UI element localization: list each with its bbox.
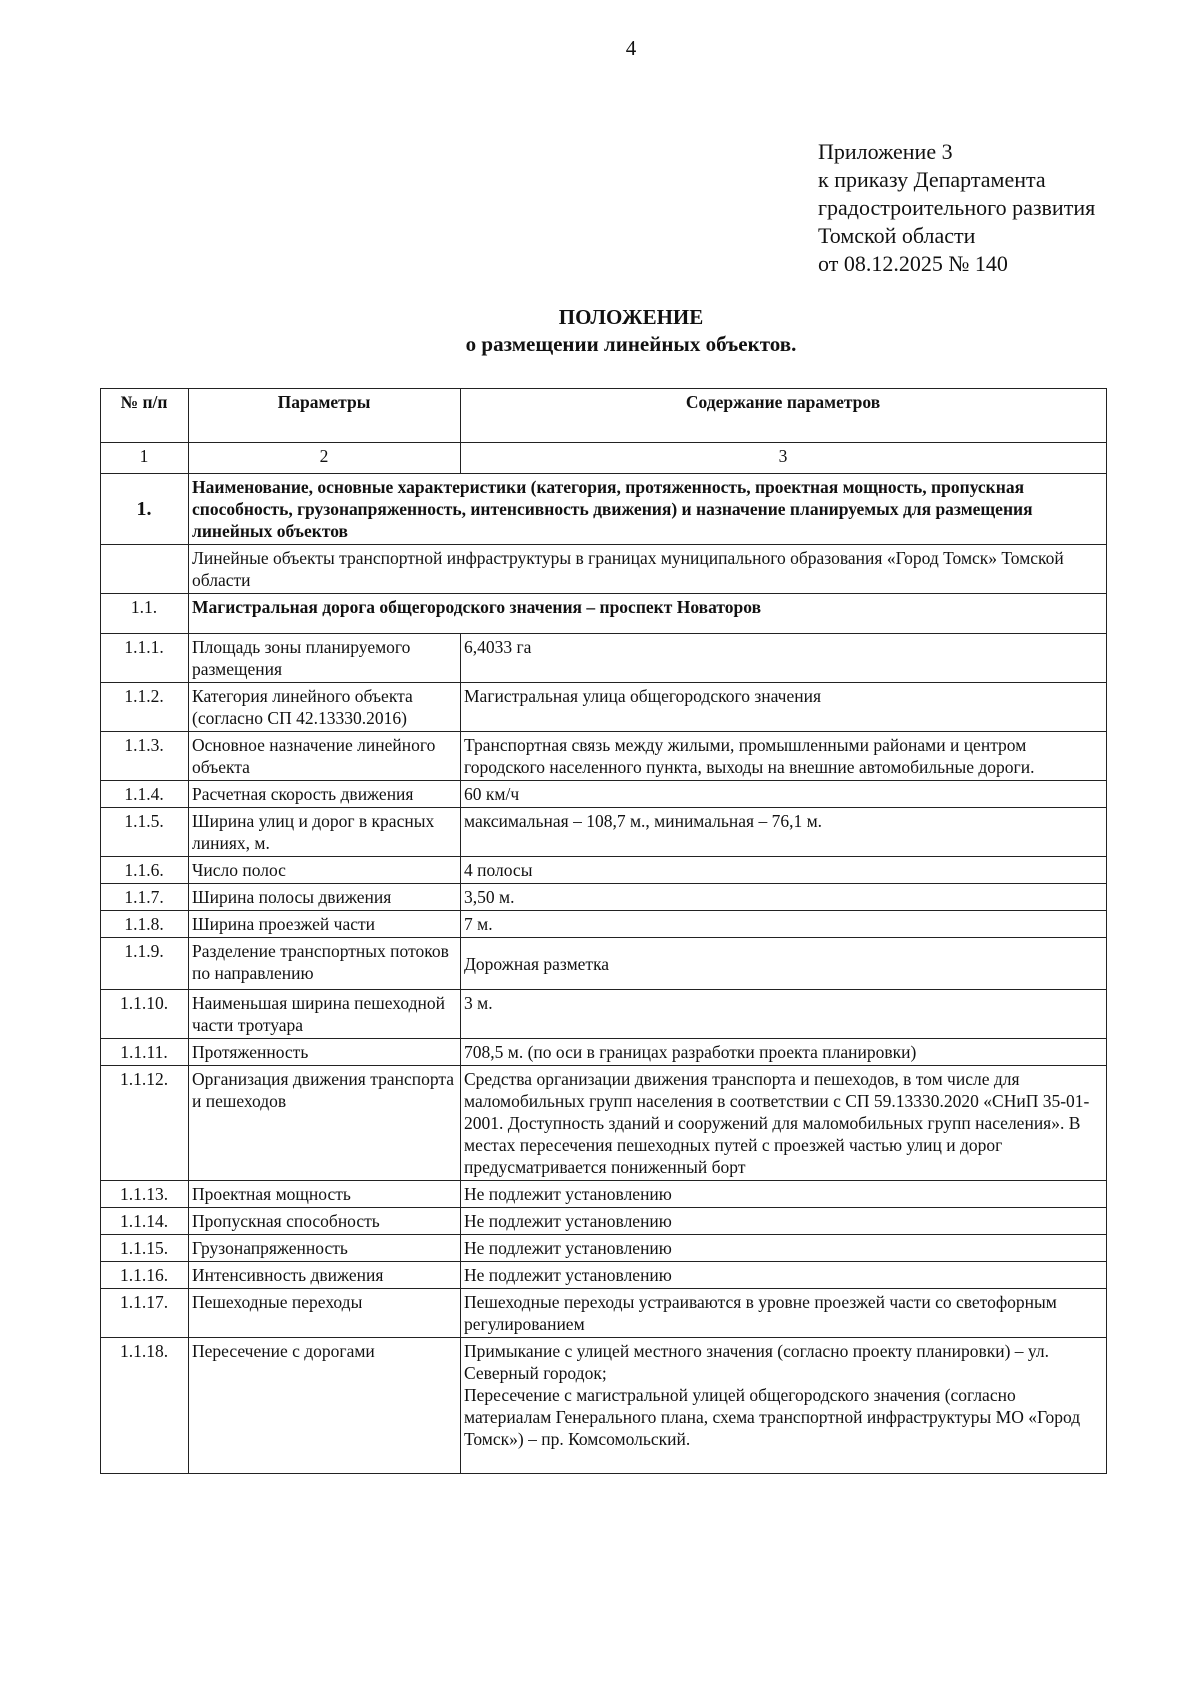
row-parameter: Пешеходные переходы (189, 1289, 461, 1338)
row-number: 1.1.10. (101, 990, 189, 1039)
row-value: 7 м. (461, 911, 1107, 938)
row-parameter: Разделение транспортных потоков по направлению (189, 938, 461, 990)
row-parameter: Категория линейного объекта (согласно СП 42.13330.2016) (189, 683, 461, 732)
intro-empty-cell (101, 545, 189, 594)
table-row (101, 1262, 1107, 1289)
column-number: 3 (461, 443, 1107, 474)
subsection-row (101, 594, 1107, 634)
appendix-block (818, 138, 1095, 278)
section-row (101, 474, 1107, 545)
row-value (461, 1338, 1107, 1474)
row-number: 1.1.3. (101, 732, 189, 781)
subsection-text: Магистральная дорога общегородского значения – проспект Новаторов (189, 594, 1107, 634)
table-row (101, 857, 1107, 884)
section-text: Наименование, основные характеристики (категория, протяженность, проектная мощность, пропускная способность, грузонапряженность, интенсивность движения) и назначение планируемых для размещения линейных объектов (189, 474, 1107, 545)
row-parameter: Расчетная скорость движения (189, 781, 461, 808)
row-parameter: Число полос (189, 857, 461, 884)
table-row (101, 683, 1107, 732)
intro-text: Линейные объекты транспортной инфраструктуры в границах муниципального образования «Город Томск» Томской области (189, 545, 1107, 594)
row-value: Не подлежит установлению (461, 1181, 1107, 1208)
row-number: 1.1.18. (101, 1338, 189, 1474)
row-parameter: Грузонапряженность (189, 1235, 461, 1262)
section-number: 1. (101, 474, 189, 545)
document-title (0, 304, 1200, 358)
table-row (101, 808, 1107, 857)
column-number: 1 (101, 443, 189, 474)
parameters-table (100, 388, 1107, 1474)
row-value: Не подлежит установлению (461, 1208, 1107, 1235)
table-row (101, 1066, 1107, 1181)
table-row (101, 1338, 1107, 1474)
row-number: 1.1.1. (101, 634, 189, 683)
row-parameter: Интенсивность движения (189, 1262, 461, 1289)
appendix-line: к приказу Департамента (818, 167, 1046, 192)
appendix-line: от 08.12.2025 № 140 (818, 251, 1008, 276)
row-number: 1.1.11. (101, 1039, 189, 1066)
appendix-line: Приложение 3 (818, 139, 953, 164)
row-value-line: Пересечение с магистральной улицей общегородского значения (согласно материалам Генерального плана, схема транспортной инфраструктуры МО «Город Томск») – пр. Комсомольский. (464, 1385, 1081, 1449)
table-row (101, 938, 1107, 990)
row-parameter: Ширина проезжей части (189, 911, 461, 938)
subsection-number: 1.1. (101, 594, 189, 634)
header-parameters: Параметры (189, 389, 461, 443)
header-content: Содержание параметров (461, 389, 1107, 443)
row-value: Транспортная связь между жилыми, промышленными районами и центром городского населенного пункта, выходы на внешние автомобильные дороги. (461, 732, 1107, 781)
table-row (101, 1039, 1107, 1066)
row-number: 1.1.17. (101, 1289, 189, 1338)
row-number: 1.1.9. (101, 938, 189, 990)
row-value: 3 м. (461, 990, 1107, 1039)
row-value: 6,4033 га (461, 634, 1107, 683)
table-row (101, 732, 1107, 781)
row-number: 1.1.5. (101, 808, 189, 857)
appendix-line: Томской области (818, 223, 976, 248)
page-number: 4 (625, 36, 637, 60)
row-value: Дорожная разметка (461, 938, 1107, 990)
row-parameter: Пропускная способность (189, 1208, 461, 1235)
row-value: Магистральная улица общегородского значения (461, 683, 1107, 732)
table-row (101, 634, 1107, 683)
row-number: 1.1.14. (101, 1208, 189, 1235)
header-row (101, 389, 1107, 443)
row-number: 1.1.13. (101, 1181, 189, 1208)
row-parameter: Протяженность (189, 1039, 461, 1066)
row-number: 1.1.6. (101, 857, 189, 884)
column-number-row (101, 443, 1107, 474)
row-parameter: Ширина улиц и дорог в красных линиях, м. (189, 808, 461, 857)
row-parameter: Пересечение с дорогами (189, 1338, 461, 1474)
table-row (101, 1289, 1107, 1338)
row-number: 1.1.7. (101, 884, 189, 911)
row-number: 1.1.8. (101, 911, 189, 938)
row-value: Средства организации движения транспорта и пешеходов, в том числе для маломобильных групп населения в соответствии с СП 59.13330.2020 «СНиП 35-01-2001. Доступность зданий и сооружений для маломобильных групп населения». В местах пересечения пешеходных путей с проезжей частью улиц и дорог предусматривается пониженный борт (461, 1066, 1107, 1181)
table-row (101, 990, 1107, 1039)
row-number: 1.1.16. (101, 1262, 189, 1289)
row-parameter: Площадь зоны планируемого размещения (189, 634, 461, 683)
title-line-1: ПОЛОЖЕНИЕ (558, 305, 704, 329)
row-parameter: Ширина полосы движения (189, 884, 461, 911)
table-row (101, 1235, 1107, 1262)
row-parameter: Основное назначение линейного объекта (189, 732, 461, 781)
column-number: 2 (189, 443, 461, 474)
row-parameter: Проектная мощность (189, 1181, 461, 1208)
table-row (101, 1208, 1107, 1235)
row-value: максимальная – 108,7 м., минимальная – 76,1 м. (461, 808, 1107, 857)
appendix-line: градостроительного развития (818, 195, 1096, 220)
table-row (101, 911, 1107, 938)
row-number: 1.1.12. (101, 1066, 189, 1181)
intro-row (101, 545, 1107, 594)
row-value: 708,5 м. (по оси в границах разработки проекта планировки) (461, 1039, 1107, 1066)
row-value: Не подлежит установлению (461, 1235, 1107, 1262)
table-row (101, 1181, 1107, 1208)
row-value: Пешеходные переходы устраиваются в уровне проезжей части со светофорным регулированием (461, 1289, 1107, 1338)
table-row (101, 781, 1107, 808)
row-value: 60 км/ч (461, 781, 1107, 808)
row-number: 1.1.2. (101, 683, 189, 732)
row-parameter: Организация движения транспорта и пешеходов (189, 1066, 461, 1181)
row-number: 1.1.15. (101, 1235, 189, 1262)
row-value-line: Примыкание с улицей местного значения (согласно проекту планировки) – ул. Северный городок; (464, 1341, 1049, 1383)
row-number: 1.1.4. (101, 781, 189, 808)
table-row (101, 884, 1107, 911)
header-number: № п/п (101, 389, 189, 443)
row-parameter: Наименьшая ширина пешеходной части тротуара (189, 990, 461, 1039)
table-body (101, 389, 1107, 1474)
row-value: 3,50 м. (461, 884, 1107, 911)
row-value: Не подлежит установлению (461, 1262, 1107, 1289)
row-value: 4 полосы (461, 857, 1107, 884)
title-line-2: о размещении линейных объектов. (465, 332, 797, 356)
